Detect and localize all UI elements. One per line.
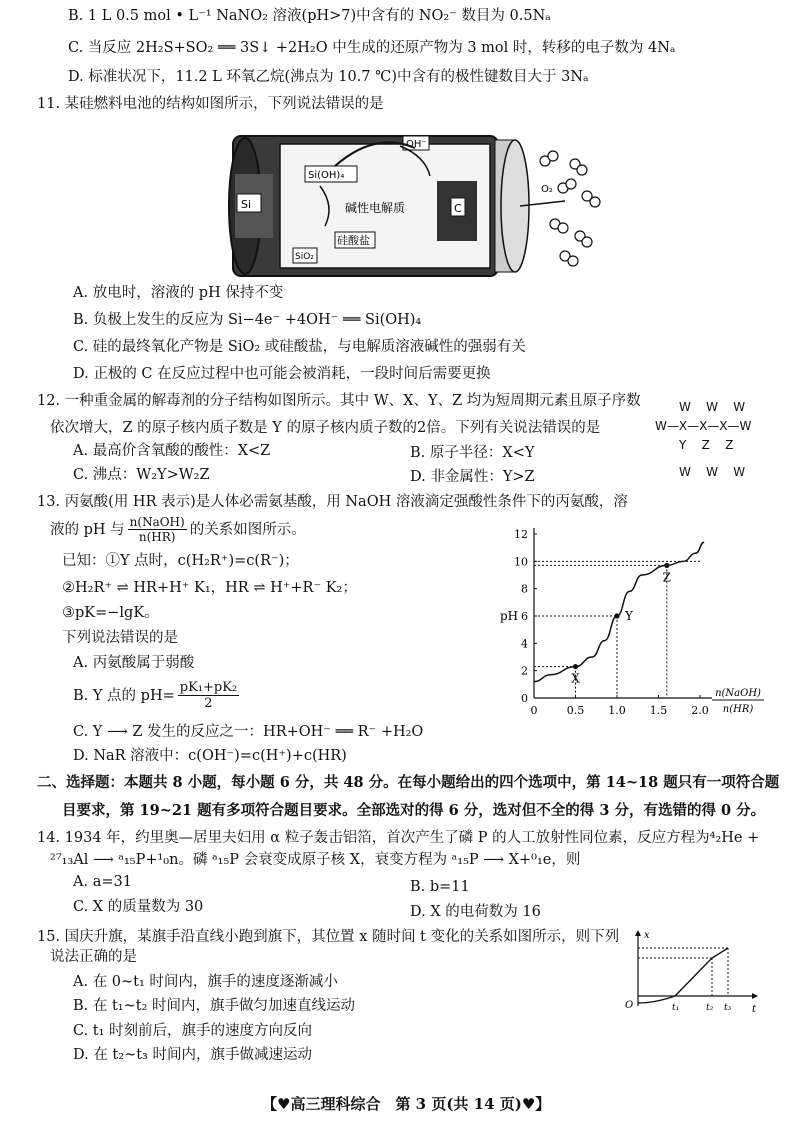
graph-t-axis-label: t [752, 1004, 757, 1015]
point-label-X: X [571, 671, 580, 686]
point-label-Y: Y [625, 609, 633, 623]
x-tick-label: 0 [530, 704, 538, 717]
electrolyte-label: 碱性电解质 [345, 201, 406, 215]
q15-stem-line2: 说法正确的是 [50, 949, 137, 965]
q11-option-a: A. 放电时，溶液的 pH 保持不变 [73, 285, 284, 301]
page-footer: 【♥高三理科综合 第 3 页(共 14 页)♥】 [262, 1095, 551, 1113]
structure-row-2: W—X—X—X—W [655, 419, 752, 433]
q13-known-2: ②H₂R⁺ ⇌ HR+H⁺ K₁，HR ⇌ H⁺+R⁻ K₂； [62, 580, 357, 596]
q13-option-a: A. 丙氨酸属于弱酸 [73, 655, 195, 671]
q12-option-d: D. 非金属性：Y>Z [410, 469, 535, 485]
x-tick-label: 1.0 [608, 704, 626, 717]
x-tick-label: 0.5 [566, 704, 585, 717]
x-axis-label-numerator: n(NaOH) [715, 688, 761, 699]
sio2-label: SiO₂ [295, 252, 314, 262]
q13-option-b-numerator: pK₁+pK₂ [179, 680, 238, 695]
x-tick-label: 1.5 [649, 704, 668, 717]
q13-stem2-pre: 液的 pH 与 [50, 521, 125, 538]
graph-origin-label: O [625, 1000, 634, 1011]
q13-stem-line2 [50, 515, 306, 544]
q14-option-b: B. b=11 [410, 879, 470, 895]
q15-option-b: B. 在 t₁~t₂ 时间内，旗手做匀加速直线运动 [73, 998, 356, 1014]
y-axis-label: pH [500, 609, 519, 623]
q13-option-b-fraction [178, 680, 239, 711]
y-tick-label: 12 [514, 528, 528, 541]
q14-option-d: D. X 的电荷数为 16 [410, 904, 541, 920]
point-X [573, 664, 578, 669]
q14-option-c: C. X 的质量数为 30 [73, 899, 204, 915]
sioh4-label: Si(OH)₄ [308, 170, 345, 181]
position-time-graph [620, 928, 760, 1018]
q14-stem-line1: 14. 1934 年，约里奥—居里夫妇用 α 粒子轰击铝箔，首次产生了磷 P 的人工放射性同位素，反应方程为⁴₂He + [37, 830, 760, 846]
titration-curve [534, 542, 704, 681]
q12-option-c: C. 沸点：W₂Y>W₂Z [73, 467, 210, 483]
molecule-structure [655, 398, 765, 482]
q12-option-b: B. 原子半径：X<Y [410, 445, 535, 461]
q11-option-d: D. 正极的 C 在反应过程中也可能会被消耗，一段时间后需要更换 [73, 366, 491, 382]
y-tick-label: 4 [521, 637, 528, 651]
point-Z [664, 563, 669, 568]
ph-titration-chart [490, 520, 775, 725]
q13-known-3: ③pK=−lgK。 [62, 605, 159, 621]
q13-stem2-post: 的关系如图所示。 [189, 521, 306, 538]
option-b-line: B. 1 L 0.5 mol • L⁻¹ NaNO₂ 溶液(pH>7)中含有的 NO₂⁻ 数目为 0.5Nₐ [68, 8, 551, 24]
q13-option-d: D. NaR 溶液中：c(OH⁻)=c(H⁺)+c(HR) [73, 748, 347, 764]
graph-x-axis-label: x [644, 930, 650, 941]
section2-line2: 目要求，第 19~21 题有多项符合题目要求。全部选对的得 6 分，选对但不全的得 3 分，有选错的得 0 分。 [62, 802, 766, 819]
option-c-line: C. 当反应 2H₂S+SO₂ ══ 3S↓ +2H₂O 中生成的还原产物为 3 mol 时，转移的电子数为 4Nₐ [68, 40, 676, 56]
q13-option-b-pre: B. Y 点的 pH= [73, 687, 175, 704]
q14-option-a: A. a=31 [73, 874, 132, 890]
y-tick-label: 10 [514, 555, 528, 569]
option-d-line: D. 标准状况下，11.2 L 环氧乙烷(沸点为 10.7 ℃)中含有的极性键数目大于 3Nₐ [68, 69, 589, 85]
q12-stem-line1: 12. 一种重金属的解毒剂的分子结构如图所示。其中 W、X、Y、Z 均为短周期元素且原子序数 [37, 393, 641, 409]
structure-row-1: W W W [679, 400, 746, 414]
q13-option-b-denominator: 2 [204, 696, 213, 711]
q11-stem: 11. 某硅燃料电池的结构如图所示，下列说法错误的是 [37, 96, 384, 112]
point-Y [614, 613, 619, 618]
q13-ratio-numerator: n(NaOH) [129, 515, 185, 529]
oh-label: OH⁻ [406, 139, 427, 150]
q13-known-1: 已知：①Y 点时，c(H₂R⁺)=c(R⁻)； [62, 553, 299, 569]
q11-option-c: C. 硅的最终氧化产物是 SiO₂ 或硅酸盐，与电解质溶液碱性的强弱有关 [73, 339, 526, 355]
y-tick-label: 0 [521, 692, 528, 705]
q12-option-a: A. 最高价含氧酸的酸性：X<Z [73, 443, 271, 459]
q15-option-d: D. 在 t₂~t₃ 时间内，旗手做减速运动 [73, 1047, 312, 1063]
c-label: C [454, 202, 462, 215]
q15-option-c: C. t₁ 时刻前后，旗手的速度方向反向 [73, 1023, 313, 1039]
structure-row-3: Y Z Z [679, 438, 734, 452]
q13-option-b [73, 680, 239, 711]
q11-option-b: B. 负极上发生的反应为 Si−4e⁻ +4OH⁻ ══ Si(OH)₄ [73, 312, 422, 328]
graph-t1-label: t₁ [672, 1003, 680, 1013]
q13-ask: 下列说法错误的是 [62, 630, 178, 646]
q13-option-c: C. Y ⟶ Z 发生的反应之一：HR+OH⁻ ══ R⁻ +H₂O [73, 724, 424, 740]
q13-ratio-denominator: n(HR) [138, 530, 176, 544]
section2-line1: 二、选择题：本题共 8 小题，每小题 6 分，共 48 分。在每小题给出的四个选项中，第 14~18 题只有一项符合题 [37, 774, 780, 791]
o2-label: O₂ [541, 184, 553, 195]
graph-t2-label: t₂ [706, 1003, 714, 1013]
si-label: Si [241, 198, 252, 211]
q12-stem-line2: 依次增大，Z 的原子核内质子数是 Y 的原子核内质子数的2倍。下列有关说法错误的是 [50, 420, 601, 436]
q13-ratio-fraction [128, 515, 187, 544]
q14-stem-line2: ²⁷₁₃Al ⟶ ᵃ₁₅P+¹₀n。磷 ᵃ₁₅P 会衰变成原子核 X，衰变方程为 ᵃ₁₅P ⟶ X+⁰₁e，则 [50, 852, 581, 868]
y-tick-label: 2 [521, 664, 528, 678]
x-tick-label: 2.0 [691, 704, 709, 717]
graph-t3-label: t₃ [724, 1003, 732, 1013]
structure-row-4: W W W [679, 465, 746, 479]
point-label-Z: Z [662, 570, 671, 585]
q15-stem-line1: 15. 国庆升旗，某旗手沿直线小跑到旗下，其位置 x 随时间 t 变化的关系如图所示，则下列 [37, 929, 620, 945]
y-tick-label: 6 [521, 610, 528, 623]
q13-stem-line1: 13. 丙氨酸(用 HR 表示)是人体必需氨基酸，用 NaOH 溶液滴定强酸性条件下的丙氨酸，溶 [37, 494, 628, 510]
fuel-cell-diagram [225, 126, 615, 286]
silicate-label: 硅酸盐 [337, 234, 370, 247]
q15-option-a: A. 在 0~t₁ 时间内，旗手的速度逐渐减小 [73, 974, 338, 990]
x-axis-label-denominator: n(HR) [722, 704, 754, 715]
y-tick-label: 8 [521, 582, 528, 596]
